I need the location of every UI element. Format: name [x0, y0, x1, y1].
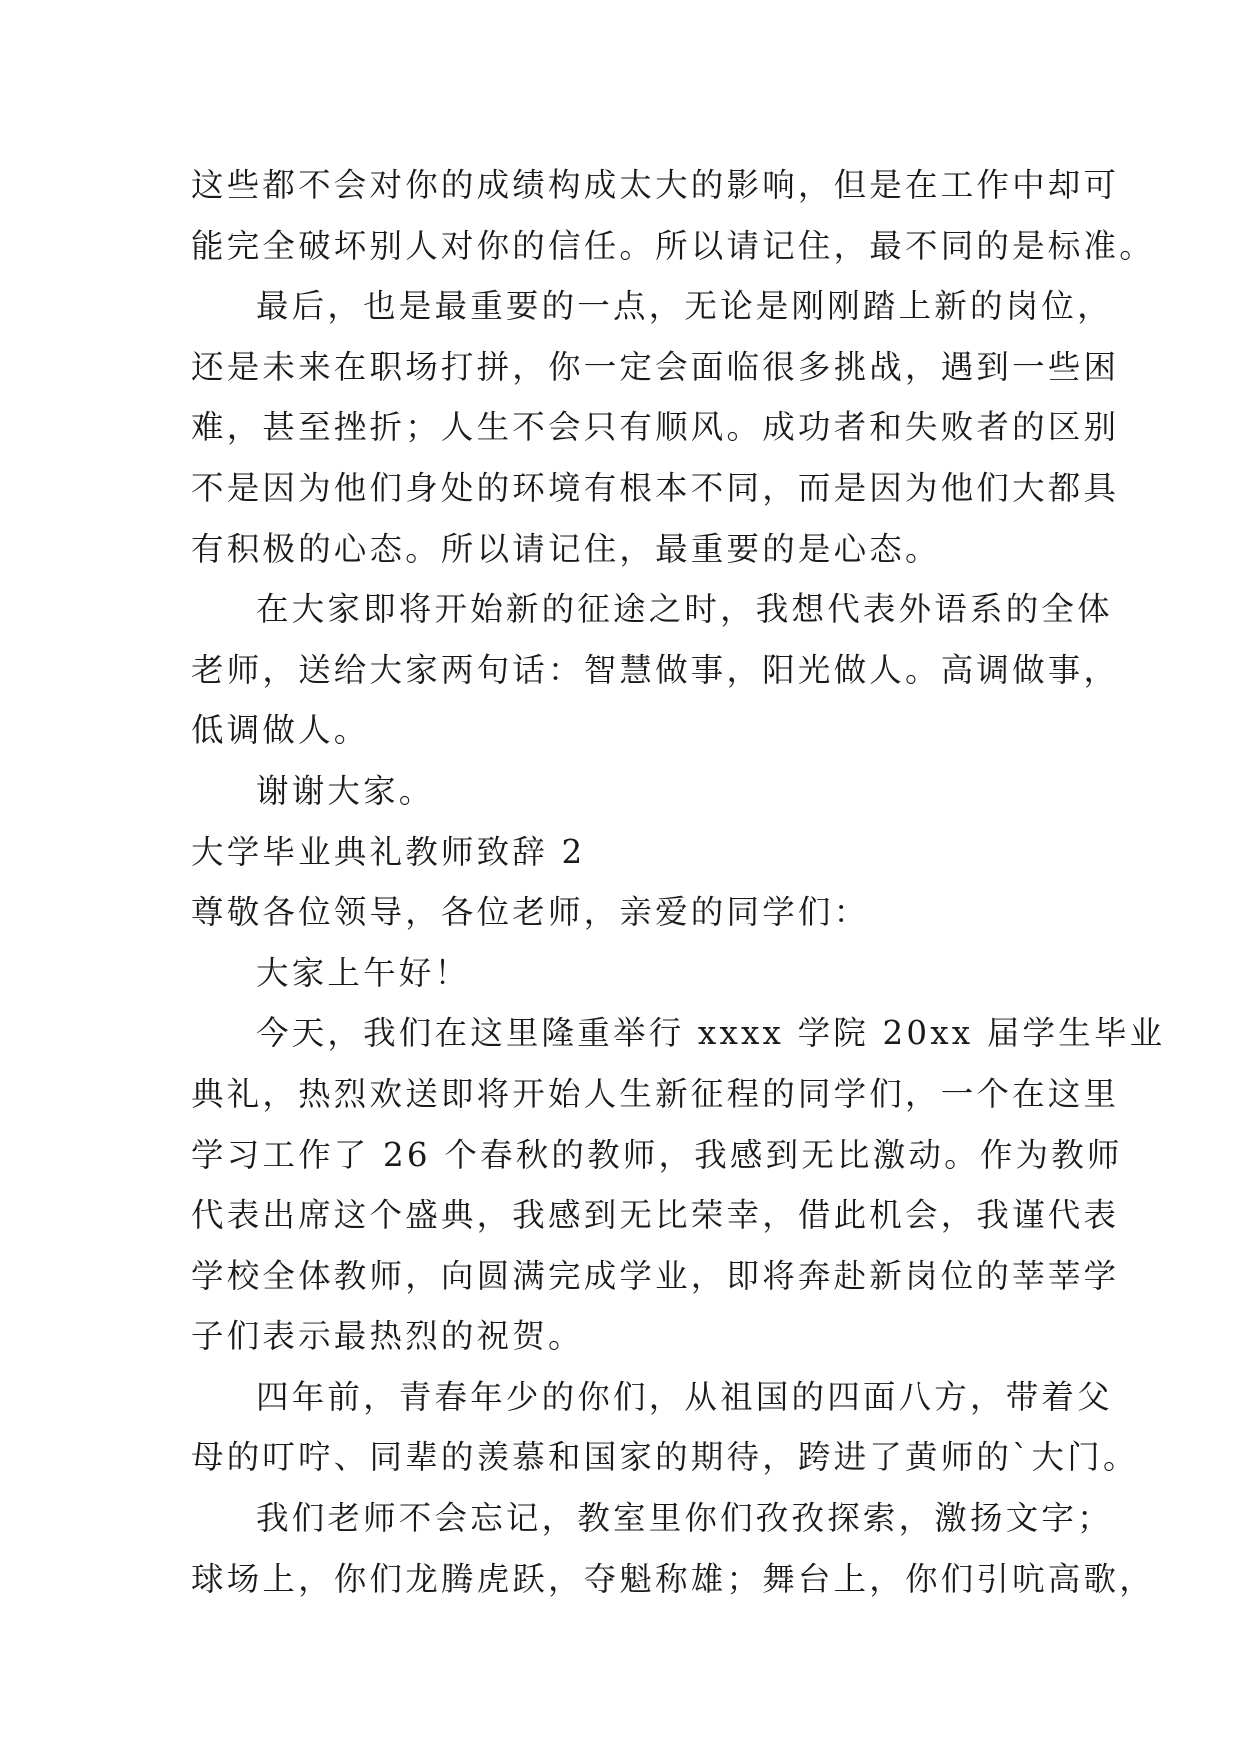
text-line: 难，甚至挫折；人生不会只有顺风。成功者和失败者的区别: [191, 408, 1120, 447]
text-line: 学校全体教师，向圆满完成学业，即将奔赴新岗位的莘莘学: [191, 1256, 1120, 1295]
section-heading: 大学毕业典礼教师致辞 2: [191, 832, 586, 871]
text-line: 最后，也是最重要的一点，无论是刚刚踏上新的岗位，: [256, 287, 1113, 326]
text-line: 典礼，热烈欢送即将开始人生新征程的同学们，一个在这里: [191, 1074, 1120, 1113]
text-line: 老师，送给大家两句话：智慧做事，阳光做人。高调做事，: [191, 650, 1120, 689]
text-line: 四年前，青春年少的你们，从祖国的四面八方，带着父: [256, 1377, 1113, 1416]
text-line: 我们老师不会忘记，教室里你们孜孜探索，激扬文字；: [256, 1499, 1113, 1538]
salutation: 尊敬各位领导，各位老师，亲爱的同学们：: [191, 893, 870, 932]
greeting: 大家上午好！: [256, 953, 471, 992]
text-line: 有积极的心态。所以请记住，最重要的是心态。: [191, 529, 941, 568]
document-body: [191, 155, 1166, 1609]
text-line: 这些都不会对你的成绩构成太大的影响，但是在工作中却可: [191, 166, 1120, 204]
text-line: 谢谢大家。: [256, 771, 435, 810]
text-line: 学习工作了 26 个春秋的教师，我感到无比激动。作为教师: [191, 1135, 1123, 1174]
text-line: 子们表示最热烈的祝贺。: [191, 1317, 584, 1356]
text-line: 母的叮咛、同辈的羡慕和国家的期待，跨进了黄师的`大门。: [191, 1438, 1139, 1477]
text-line: 不是因为他们身处的环境有根本不同，而是因为他们大都具: [191, 468, 1120, 507]
text-line: 低调做人。: [191, 711, 370, 750]
text-line: 能完全破坏别人对你的信任。所以请记住，最不同的是标准。: [191, 226, 1155, 265]
text-line: 还是未来在职场打拼，你一定会面临很多挑战，遇到一些困: [191, 347, 1120, 386]
text-line: 球场上，你们龙腾虎跃，夺魁称雄；舞台上，你们引吭高歌，: [191, 1559, 1155, 1598]
text-line: 在大家即将开始新的征途之时，我想代表外语系的全体: [256, 590, 1113, 629]
text-line: 今天，我们在这里隆重举行 xxxx 学院 20xx 届学生毕业: [256, 1014, 1166, 1053]
text-line: 代表出席这个盛典，我感到无比荣幸，借此机会，我谨代表: [191, 1196, 1120, 1235]
